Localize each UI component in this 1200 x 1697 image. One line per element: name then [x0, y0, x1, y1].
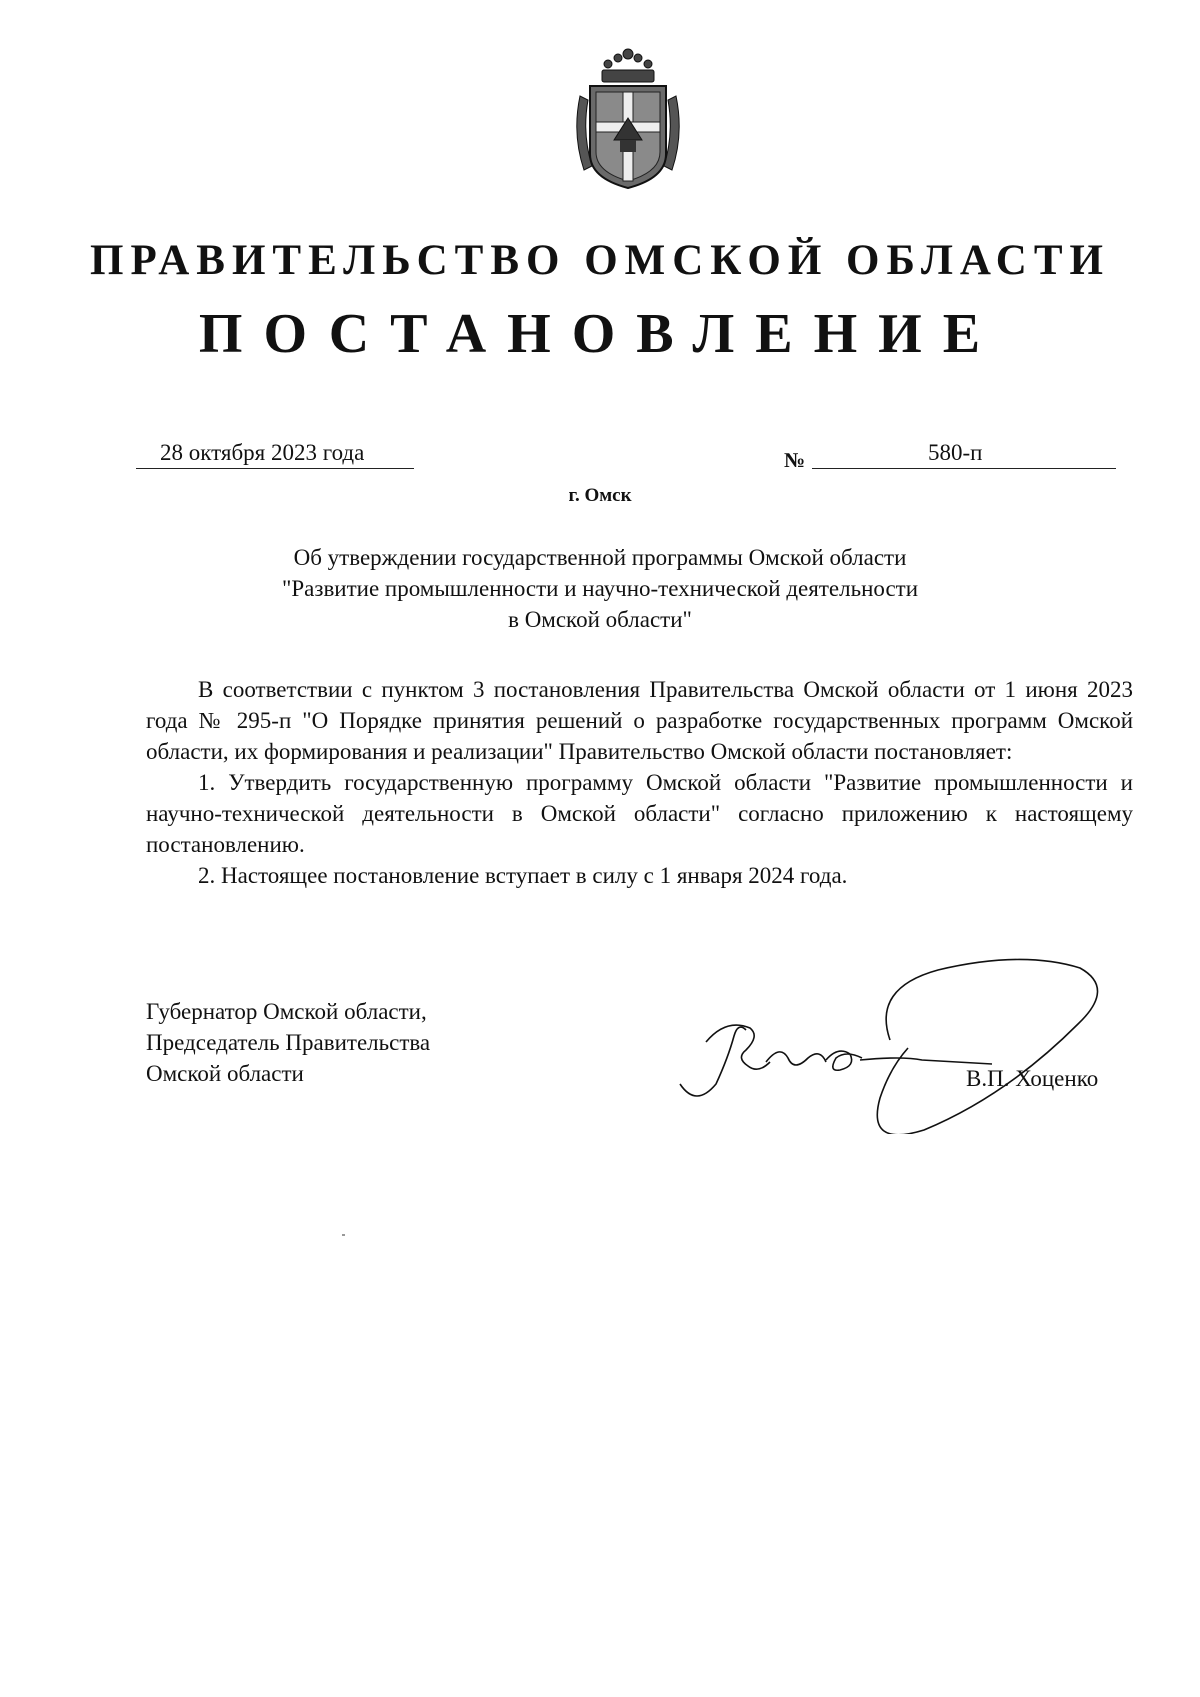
signatory-role-line: Омской области: [146, 1061, 304, 1086]
document-body: [146, 674, 1133, 891]
signatory-role: [146, 996, 430, 1089]
signatory-name: В.П. Хоценко: [966, 1066, 1099, 1091]
subject-line: Об утверждении государственной программы Омской области: [293, 545, 907, 570]
document-subject: [0, 542, 1200, 635]
organization-title: ПРАВИТЕЛЬСТВО ОМСКОЙ ОБЛАСТИ: [90, 237, 1110, 284]
document-type-title: ПОСТАНОВЛЕНИЕ: [198, 303, 1002, 365]
resolution-item-2: 2. Настоящее постановление вступает в силу с 1 января 2024 года.: [198, 863, 848, 888]
date-underline: [136, 468, 414, 469]
handwritten-signature-icon: [676, 958, 1108, 1134]
coat-of-arms-icon: [568, 44, 688, 194]
scan-speck: [342, 1234, 345, 1236]
document-date: 28 октября 2023 года: [160, 440, 365, 465]
signatory-role-line: Губернатор Омской области,: [146, 999, 427, 1024]
resolution-item-1: 1. Утвердить государственную программу Омской области "Развитие промышленности и научно-технической деятельности в Омской области" согласно приложению к настоящему постановлению.: [146, 770, 1133, 857]
document-number: 580-п: [928, 440, 983, 465]
number-underline: [812, 468, 1116, 469]
number-label: №: [784, 448, 806, 472]
subject-line: в Омской области": [508, 607, 692, 632]
subject-line: "Развитие промышленности и научно-технической деятельности: [281, 576, 919, 601]
city: г. Омск: [568, 485, 632, 506]
signatory-role-line: Председатель Правительства: [146, 1030, 431, 1055]
preamble-paragraph: В соответствии с пунктом 3 постановления Правительства Омской области от 1 июня 2023 года № 295-п "О Порядке принятия решений о разработке государственных программ Омской области, их формирования и реализации" Правительство Омской области постановляет:: [146, 677, 1133, 764]
